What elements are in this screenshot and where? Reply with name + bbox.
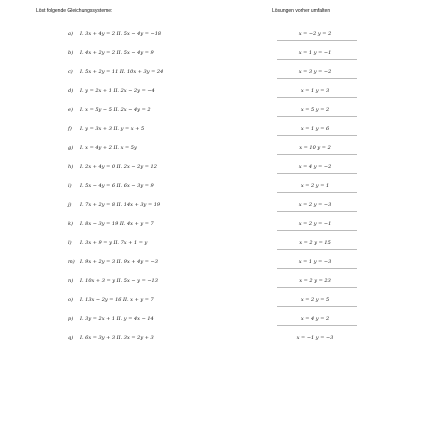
exercise-row <box>0 259 430 271</box>
solution-divider <box>277 173 357 174</box>
equation-system: I. 9x + 2y = 3 II. 9x + 4y = −3 <box>80 259 158 265</box>
exercise-row <box>0 202 430 214</box>
exercise-row <box>0 50 430 62</box>
solution-divider <box>277 306 357 307</box>
equation-system: I. 4x + 2y = 2 II. 5x − 4y = 9 <box>80 50 154 56</box>
solution-divider <box>277 192 357 193</box>
instructions-heading: Löst folgende Gleichungssysteme: <box>36 8 113 14</box>
equation-system: I. 3y = 2x + 1 II. y = 4x − 14 <box>80 316 154 322</box>
solution-text: x = 2 y = 1 <box>300 183 330 189</box>
equation-system: I. 13x − 2y = 16 II. x + y = 7 <box>80 297 154 303</box>
solution-divider <box>277 154 357 155</box>
exercise-label: o) <box>68 297 73 303</box>
solution-divider <box>277 78 357 79</box>
solution-divider <box>277 230 357 231</box>
exercise-label: l) <box>68 240 72 246</box>
equation-system: I. y = 2x + 1 II. 2x − 2y = −4 <box>80 88 155 94</box>
exercise-row <box>0 31 430 43</box>
solution-text: x = 1 y = −3 <box>298 259 332 265</box>
exercise-label: n) <box>68 278 74 284</box>
exercise-row <box>0 240 430 252</box>
equation-system: I. 5x + 2y = 11 II. 10x + 3y = 24 <box>80 69 164 75</box>
solution-divider <box>277 325 357 326</box>
solution-text: x = 10 y = 2 <box>299 145 331 151</box>
exercise-label: e) <box>68 107 73 113</box>
solution-text: x = 1 y = 6 <box>300 126 330 132</box>
equation-system: I. 3x + 4y = 2 II. 5x − 4y = −18 <box>80 31 162 37</box>
exercise-row <box>0 69 430 81</box>
exercise-row <box>0 107 430 119</box>
solution-divider <box>277 97 357 98</box>
exercise-label: q) <box>68 335 74 341</box>
equation-system: I. 5x − 4y = 6 II. 6x − 3y = 9 <box>80 183 154 189</box>
solution-text: x = −1 y = −3 <box>296 335 334 341</box>
exercise-label: f) <box>68 126 72 132</box>
solution-text: x = 3 y = −2 <box>298 69 332 75</box>
exercise-label: k) <box>68 221 73 227</box>
solution-text: x = 2 y = −3 <box>298 202 332 208</box>
solution-text: x = 2 y = 5 <box>300 297 330 303</box>
exercise-row <box>0 316 430 328</box>
exercise-label: m) <box>68 259 75 265</box>
solutions-heading: Lösungen vorher umfalten <box>272 8 331 14</box>
exercise-label: h) <box>68 164 74 170</box>
equation-system: I. y = 3x + 3 II. y = x + 5 <box>80 126 145 132</box>
exercise-row <box>0 88 430 100</box>
exercise-row <box>0 278 430 290</box>
solution-text: x = 1 y = −1 <box>298 50 332 56</box>
solution-text: x = 4 y = −2 <box>298 164 332 170</box>
equation-system: I. 3x + 9 = y II. 7x + 1 = y <box>80 240 148 246</box>
equation-system: I. 10x + 3 = y II. 5x − y = −13 <box>80 278 158 284</box>
solution-text: x = −2 y = 2 <box>298 31 332 37</box>
solution-text: x = 5 y = 2 <box>300 107 330 113</box>
equation-system: I. 2x + 4y = 0 II. 2x − 2y = 12 <box>80 164 157 170</box>
solution-divider <box>277 249 357 250</box>
solution-text: x = 2 y = 23 <box>299 278 331 284</box>
equation-system: I. 6x = 3y + 3 II. 3x = 2y + 3 <box>80 335 154 341</box>
exercise-label: j) <box>68 202 72 208</box>
solution-divider <box>277 211 357 212</box>
solution-divider <box>277 59 357 60</box>
exercise-row <box>0 335 430 347</box>
solution-divider <box>277 287 357 288</box>
exercise-label: g) <box>68 145 74 151</box>
solution-text: x = 4 y = 2 <box>300 316 330 322</box>
equation-system: I. x = 4y + 2 II. x = 5y <box>80 145 137 151</box>
solution-divider <box>277 135 357 136</box>
exercise-row <box>0 297 430 309</box>
solution-text: x = 2 y = 15 <box>299 240 331 246</box>
exercise-label: b) <box>68 50 74 56</box>
exercise-row <box>0 164 430 176</box>
exercise-label: d) <box>68 88 74 94</box>
equation-system: I. x = 5y − 5 II. 2x − 4y = 2 <box>80 107 151 113</box>
exercise-label: c) <box>68 69 73 75</box>
exercise-row <box>0 126 430 138</box>
equation-system: I. 7x + 2y = 8 II. 14x + 3y = 19 <box>80 202 161 208</box>
solution-text: x = 2 y = −1 <box>298 221 332 227</box>
exercise-row <box>0 183 430 195</box>
exercise-label: p) <box>68 316 74 322</box>
exercise-row <box>0 221 430 233</box>
exercise-row <box>0 145 430 157</box>
exercise-label: a) <box>68 31 73 37</box>
solution-divider <box>277 116 357 117</box>
solution-divider <box>277 40 357 41</box>
equation-system: I. 8x − 3y = 19 II. 4x + y = 7 <box>80 221 154 227</box>
solution-divider <box>277 268 357 269</box>
exercise-label: i) <box>68 183 72 189</box>
solution-text: x = 1 y = 3 <box>300 88 330 94</box>
